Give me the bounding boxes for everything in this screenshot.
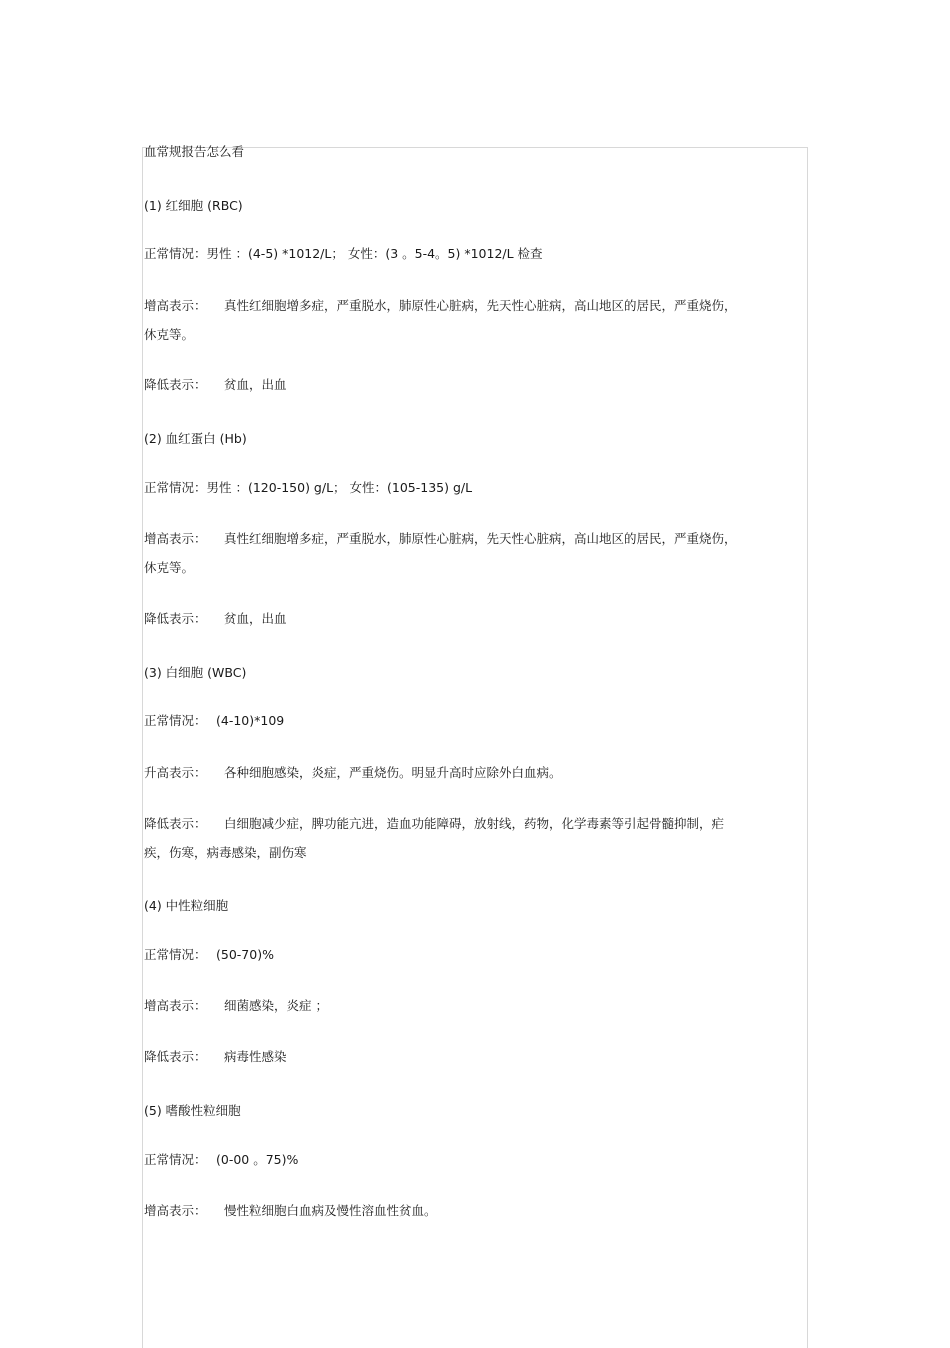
high-label: 升高表示： xyxy=(144,765,207,780)
section-heading-neutrophil: (4) 中性粒细胞 xyxy=(144,898,229,913)
normal-value: (0-00 。75)% xyxy=(216,1152,299,1167)
normal-label: 正常情况： xyxy=(144,1152,207,1167)
hb-normal-range: 正常情况：男性 ：(120-150) g/L； 女性：(105-135) g/L xyxy=(144,480,473,495)
hb-high-paragraph xyxy=(144,524,746,582)
rbc-normal-range: 正常情况：男性 ：(4-5) *1012/L； 女性：(3 。5-4。5) *1012/L 检查 xyxy=(144,246,543,261)
high-text: 慢性粒细胞白血病及慢性溶血性贫血。 xyxy=(224,1203,437,1218)
document-title: 血常规报告怎么看 xyxy=(144,144,245,159)
neutrophil-low-paragraph xyxy=(144,1042,287,1071)
low-text: 贫血，出血 xyxy=(224,611,287,626)
section-heading-eosinophil: (5) 嗜酸性粒细胞 xyxy=(144,1103,241,1118)
high-label: 增高表示： xyxy=(144,998,207,1013)
rbc-high-paragraph xyxy=(144,291,746,349)
section-heading-wbc: (3) 白细胞 (WBC) xyxy=(144,665,247,680)
normal-value: (50-70)% xyxy=(216,947,274,962)
eosinophil-normal-range xyxy=(144,1145,298,1174)
low-label: 降低表示： xyxy=(144,611,207,626)
high-text: 真性红细胞增多症，严重脱水，肺原性心脏病，先天性心脏病，高山地区的居民，严重烧伤，休克等。 xyxy=(144,531,737,575)
high-label: 增高表示： xyxy=(144,298,207,313)
neutrophil-high-paragraph xyxy=(144,991,328,1020)
wbc-normal-range xyxy=(144,706,284,735)
normal-value: (4-10)*109 xyxy=(216,713,285,728)
high-label: 增高表示： xyxy=(144,1203,207,1218)
normal-label: 正常情况： xyxy=(144,713,207,728)
section-heading-hb: (2) 血红蛋白 (Hb) xyxy=(144,431,247,446)
section-heading-rbc: (1) 红细胞 (RBC) xyxy=(144,198,243,213)
neutrophil-normal-range xyxy=(144,940,274,969)
high-text: 细菌感染，炎症 ； xyxy=(224,998,328,1013)
low-text: 病毒性感染 xyxy=(224,1049,287,1064)
low-label: 降低表示： xyxy=(144,816,207,831)
rbc-low-paragraph xyxy=(144,370,287,399)
low-text: 白细胞减少症，脾功能亢进，造血功能障碍，放射线，药物，化学毒素等引起骨髓抑制，疟疾，伤寒，病毒感染，副伤寒 xyxy=(144,816,725,860)
eosinophil-high-paragraph xyxy=(144,1196,437,1225)
low-label: 降低表示： xyxy=(144,377,207,392)
hb-low-paragraph xyxy=(144,604,287,633)
normal-label: 正常情况： xyxy=(144,947,207,962)
high-label: 增高表示： xyxy=(144,531,207,546)
high-text: 真性红细胞增多症，严重脱水，肺原性心脏病，先天性心脏病，高山地区的居民，严重烧伤，休克等。 xyxy=(144,298,737,342)
high-text: 各种细胞感染，炎症，严重烧伤。明显升高时应除外白血病。 xyxy=(224,765,562,780)
low-label: 降低表示： xyxy=(144,1049,207,1064)
low-text: 贫血，出血 xyxy=(224,377,287,392)
wbc-low-paragraph xyxy=(144,809,746,867)
wbc-high-paragraph xyxy=(144,758,562,787)
